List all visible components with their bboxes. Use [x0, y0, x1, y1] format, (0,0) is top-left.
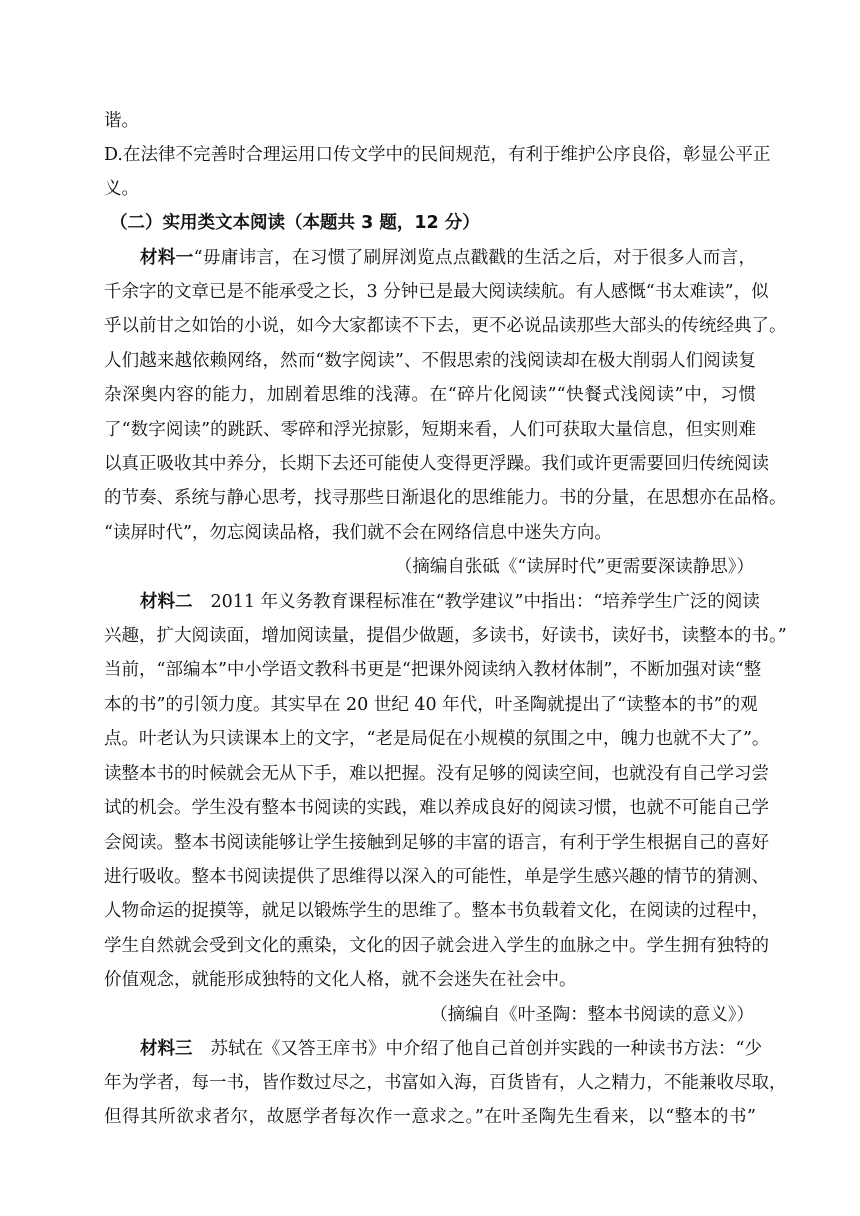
material-2-line: 点。叶老认为只读课本上的文字，“老是局促在小规模的氛围之中，魄力也就不大了”。	[104, 729, 770, 749]
option-d-line: 义。	[104, 179, 139, 199]
material-3-first-line	[140, 1038, 762, 1060]
material-2-line: 价值观念，就能形成独特的文化人格，就不会迷失在社会中。	[104, 970, 577, 990]
material-2-line: 会阅读。整本书阅读能够让学生接触到足够的丰富的语言，有利于学生根据自己的喜好	[104, 833, 769, 853]
material-3-label: 材料三	[140, 1039, 193, 1059]
material-2-line: 学生自然就会受到文化的熏染，文化的因子就会进入学生的血脉之中。学生拥有独特的	[104, 936, 769, 956]
material-1-line: 人们越来越依赖网络，然而“数字阅读”、不假思索的浅阅读却在极大削弱人们阅读复	[104, 351, 756, 371]
material-2-line: 人物命运的捉摸等，就足以锻炼学生的思维了。整本书负载着文化，在阅读的过程中，	[104, 901, 769, 921]
section-heading: （二）实用类文本阅读（本题共 3 题，12 分）	[110, 213, 480, 233]
material-1-line: 以真正吸收其中养分，长期下去还可能使人变得更浮躁。我们或许更需要回归传统阅读	[104, 454, 769, 474]
material-1-text: “毋庸讳言，在习惯了刷屏浏览点点戳戳的生活之后，对于很多人而言，	[193, 248, 757, 268]
material-3-line: 年为学者，每一书，皆作数过尽之，书富如入海，百货皆有，人之精力，不能兼收尽取，	[104, 1073, 787, 1093]
material-1-line: 的节奏、系统与静心思考，找寻那些日渐退化的思维能力。书的分量，在思想亦在品格。	[104, 488, 787, 508]
material-1-first-line	[140, 247, 756, 269]
option-d-line: D.在法律不完善时合理运用口传文学中的民间规范，有利于维护公序良俗，彰显公平正	[104, 145, 771, 165]
material-2-first-line	[140, 591, 760, 613]
material-2-line: 读整本书的时候就会无从下手，难以把握。没有足够的阅读空间，也就没有自己学习尝	[104, 764, 769, 784]
material-3-text: 苏轼在《又答王庠书》中介绍了他自己首创并实践的一种读书方法：“少	[210, 1039, 762, 1059]
material-2-source: （摘编自《叶圣陶：整本书阅读的意义》）	[430, 1005, 754, 1025]
text-line: 谐。	[104, 111, 139, 131]
material-1-line: 了“数字阅读”的跳跃、零碎和浮光掠影，短期来看，人们可获取大量信息，但实则难	[104, 420, 756, 440]
material-1-line: 乎以前甘之如饴的小说，如今大家都读不下去，更不必说品读那些大部头的传统经典了。	[104, 316, 787, 336]
material-1-line: 千余字的文章已是不能承受之长，3 分钟已是最大阅读续航。有人感慨“书太难读”，似	[104, 282, 769, 302]
material-1-line: “读屏时代”，勿忘阅读品格，我们就不会在网络信息中迷失方向。	[104, 523, 612, 543]
material-1-label: 材料一	[140, 248, 194, 268]
material-2-line: 试的机会。学生没有整本书阅读的实践，难以养成良好的阅读习惯，也就不可能自己学	[104, 798, 769, 818]
material-1-source: （摘编自张砥《“读屏时代”更需要深读静思》）	[394, 557, 754, 577]
material-1-line: 杂深奥内容的能力，加剧着思维的浅薄。在“碎片化阅读”“快餐式浅阅读”中，习惯	[104, 385, 756, 405]
material-2-line: 进行吸收。整本书阅读提供了思维得以深入的可能性，单是学生感兴趣的情节的猜测、	[104, 867, 769, 887]
material-2-text: 2011 年义务教育课程标准在“教学建议”中指出：“培养学生广泛的阅读	[210, 592, 760, 612]
material-3-line: 但得其所欲求者尔，故愿学者每次作一意求之。”在叶圣陶先生看来，以“整本的书”	[104, 1107, 756, 1127]
material-2-line: 当前，“部编本”中小学语文教科书更是“把课外阅读纳入教材体制”，不断加强对读“整	[104, 660, 762, 680]
material-2-line: 本的书”的引领力度。其实早在 20 世纪 40 年代，叶圣陶就提出了“读整本的书”的观	[104, 695, 758, 715]
material-2-line: 兴趣，扩大阅读面，增加阅读量，提倡少做题，多读书，好读书，读好书，读整本的书。”	[104, 626, 787, 646]
material-2-label: 材料二	[140, 592, 193, 612]
